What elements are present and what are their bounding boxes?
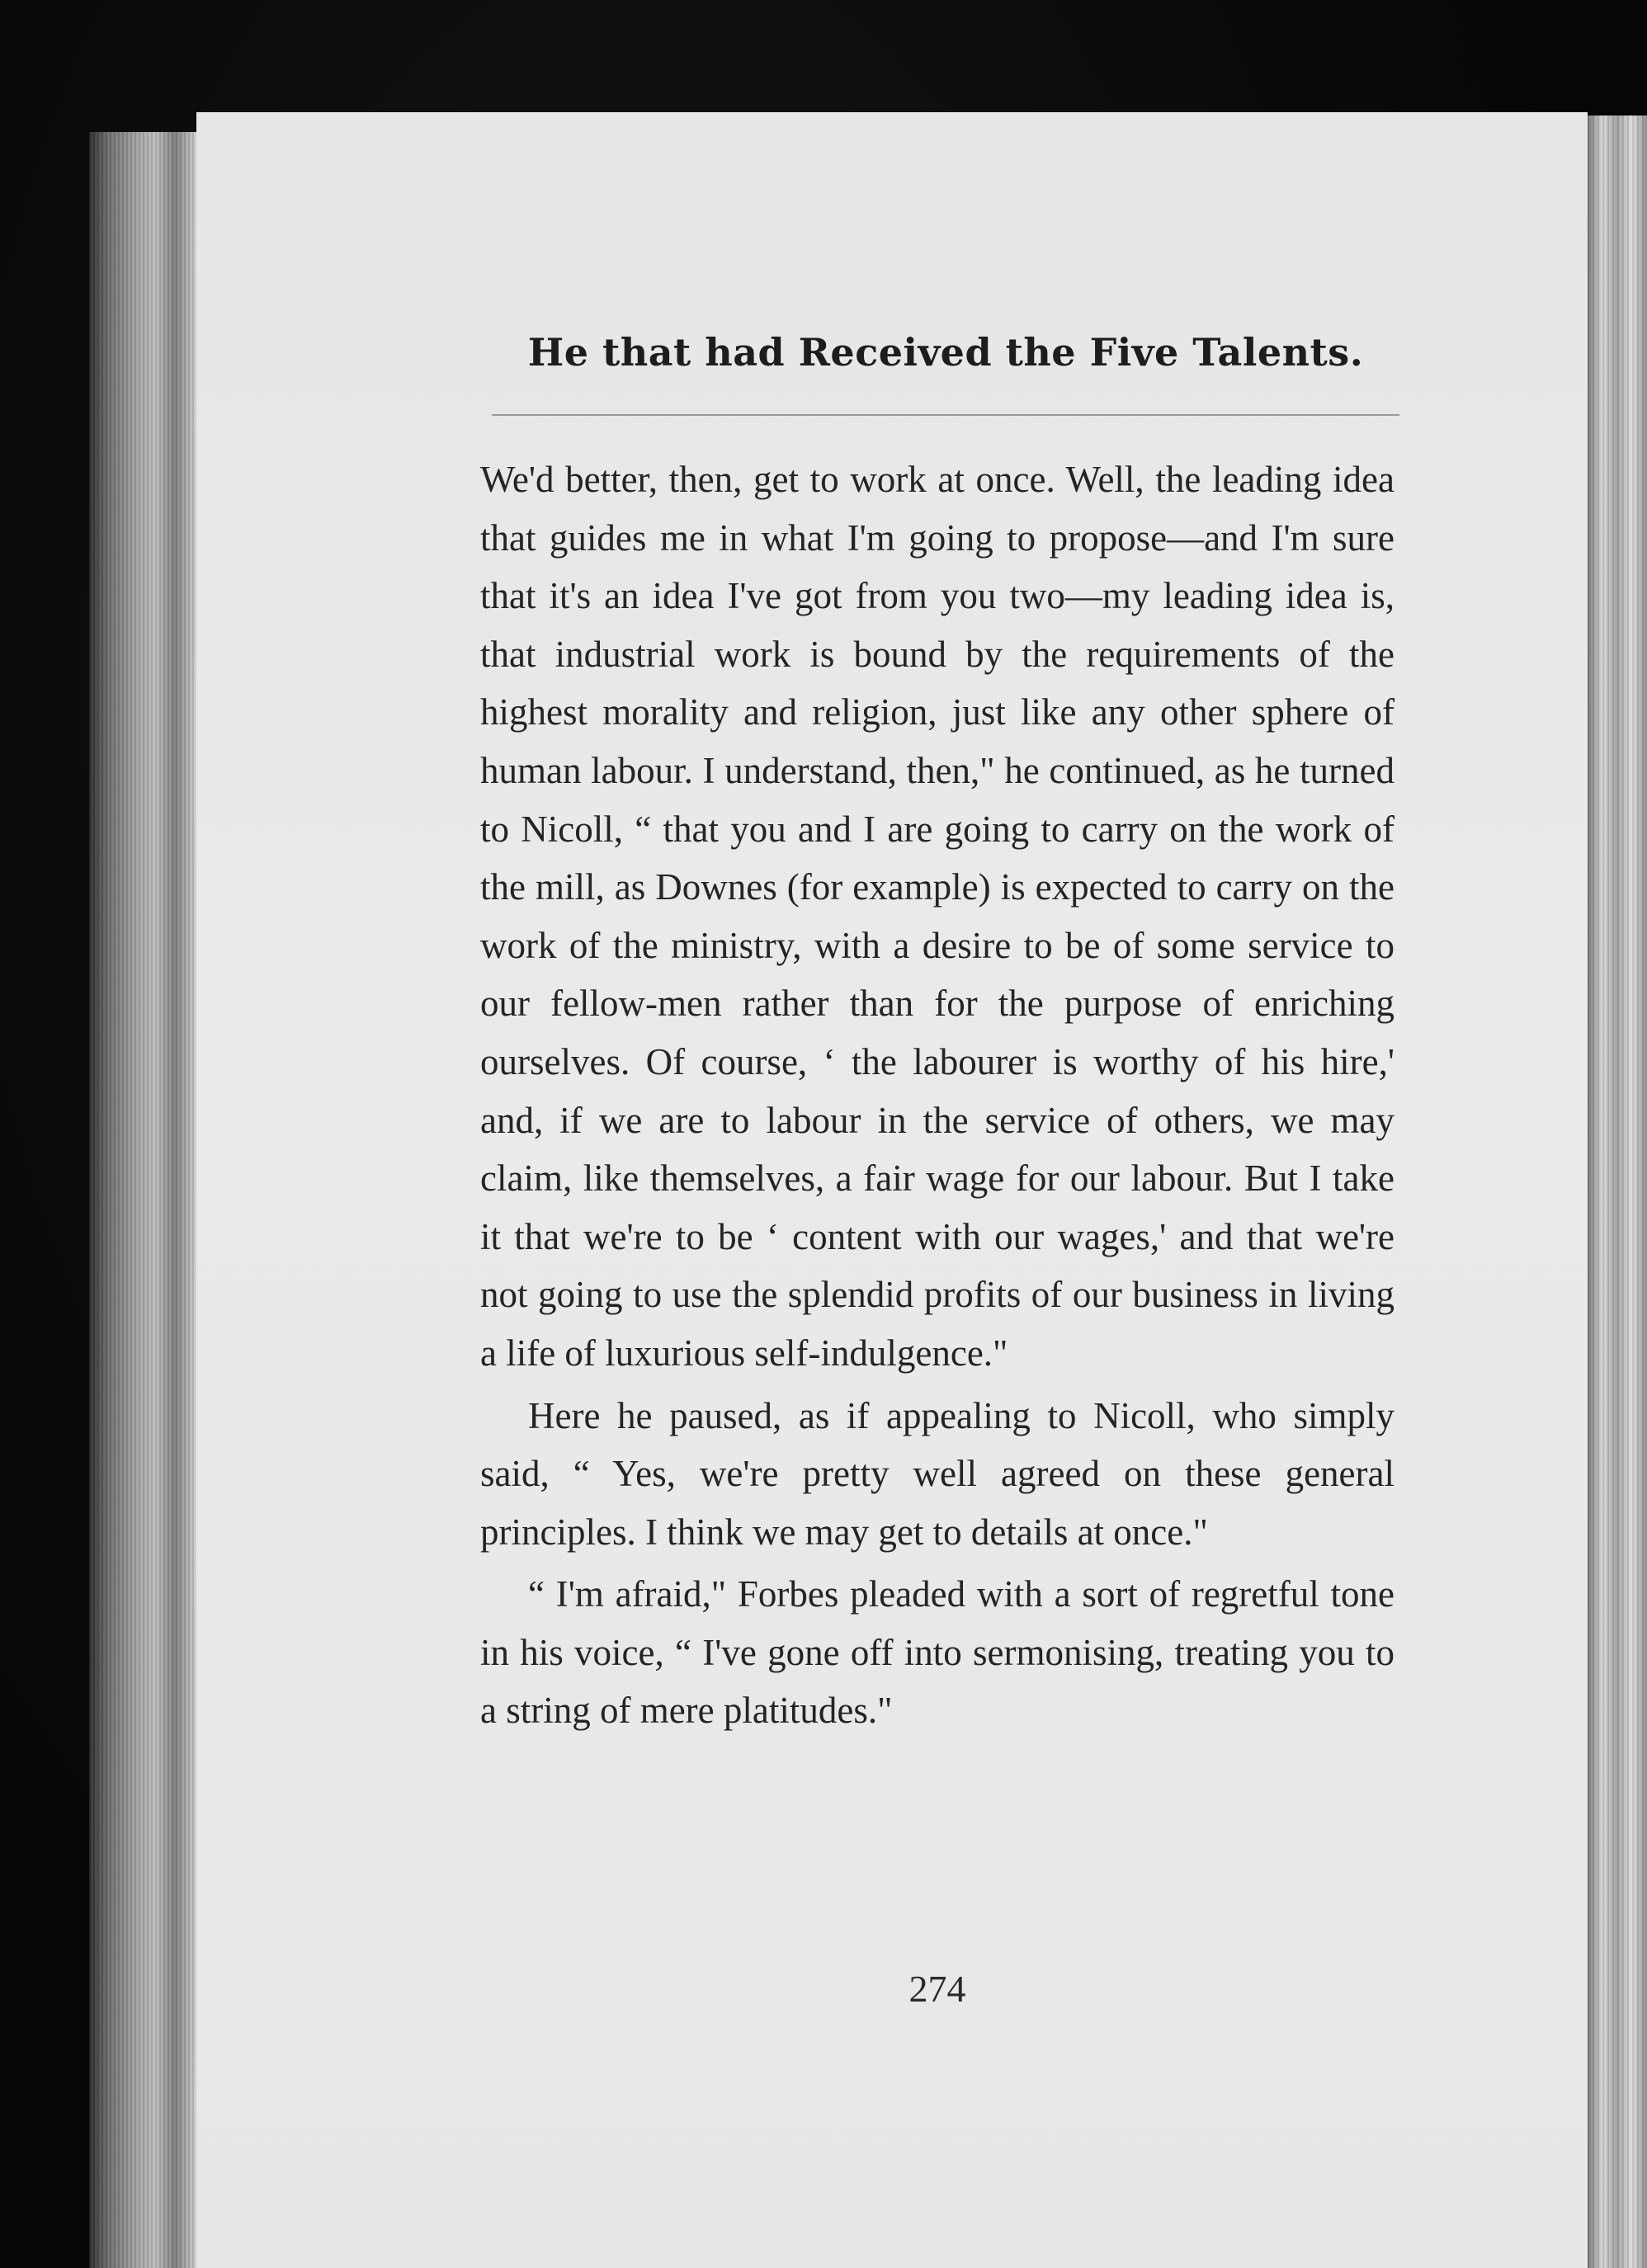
paragraph: “ I'm afraid," Forbes pleaded with a sort of regretful tone in his voice, “ I've gone off into sermonising, treating you to a string of mere platitudes.": [480, 1573, 1395, 1732]
running-head: He that had Received the Five Talents.: [527, 330, 1364, 375]
book-spine: [89, 132, 196, 2268]
paragraph: We'd better, then, get to work at once. Well, the leading idea that guides me in what I'm going to propose—and I'm sure that it's an idea I've got from you two—my leading idea is, that industrial work is bound by the requirements of the highest morality and religion, just like any other sphere of human labour. I understand, then," he continued, as he turned to Nicoll, “ that you and I are going to carry on the work of the mill, as Downes (for example) is expected to carry on the work of the ministry, with a desire to be of some service to our fellow-men rather than for the purpose of enriching ourselves. Of course, ‘ the labourer is worthy of his hire,' and, if we are to labour in the service of others, we may claim, like themselves, a fair wage for our labour. But I take it that we're to be ‘ content with our wages,' and that we're not going to use the splendid profits of our business in living a life of luxurious self-indulgence.": [480, 459, 1395, 1374]
page-number: 274: [908, 1968, 966, 2010]
paragraph: Here he paused, as if appealing to Nicoll, who simply said, “ Yes, we're pretty well agreed on these general principles. I think we may get to details at once.": [480, 1394, 1395, 1553]
header-rule: [492, 414, 1399, 416]
page-edge: [1588, 116, 1647, 2268]
body-text: [480, 450, 1395, 1740]
